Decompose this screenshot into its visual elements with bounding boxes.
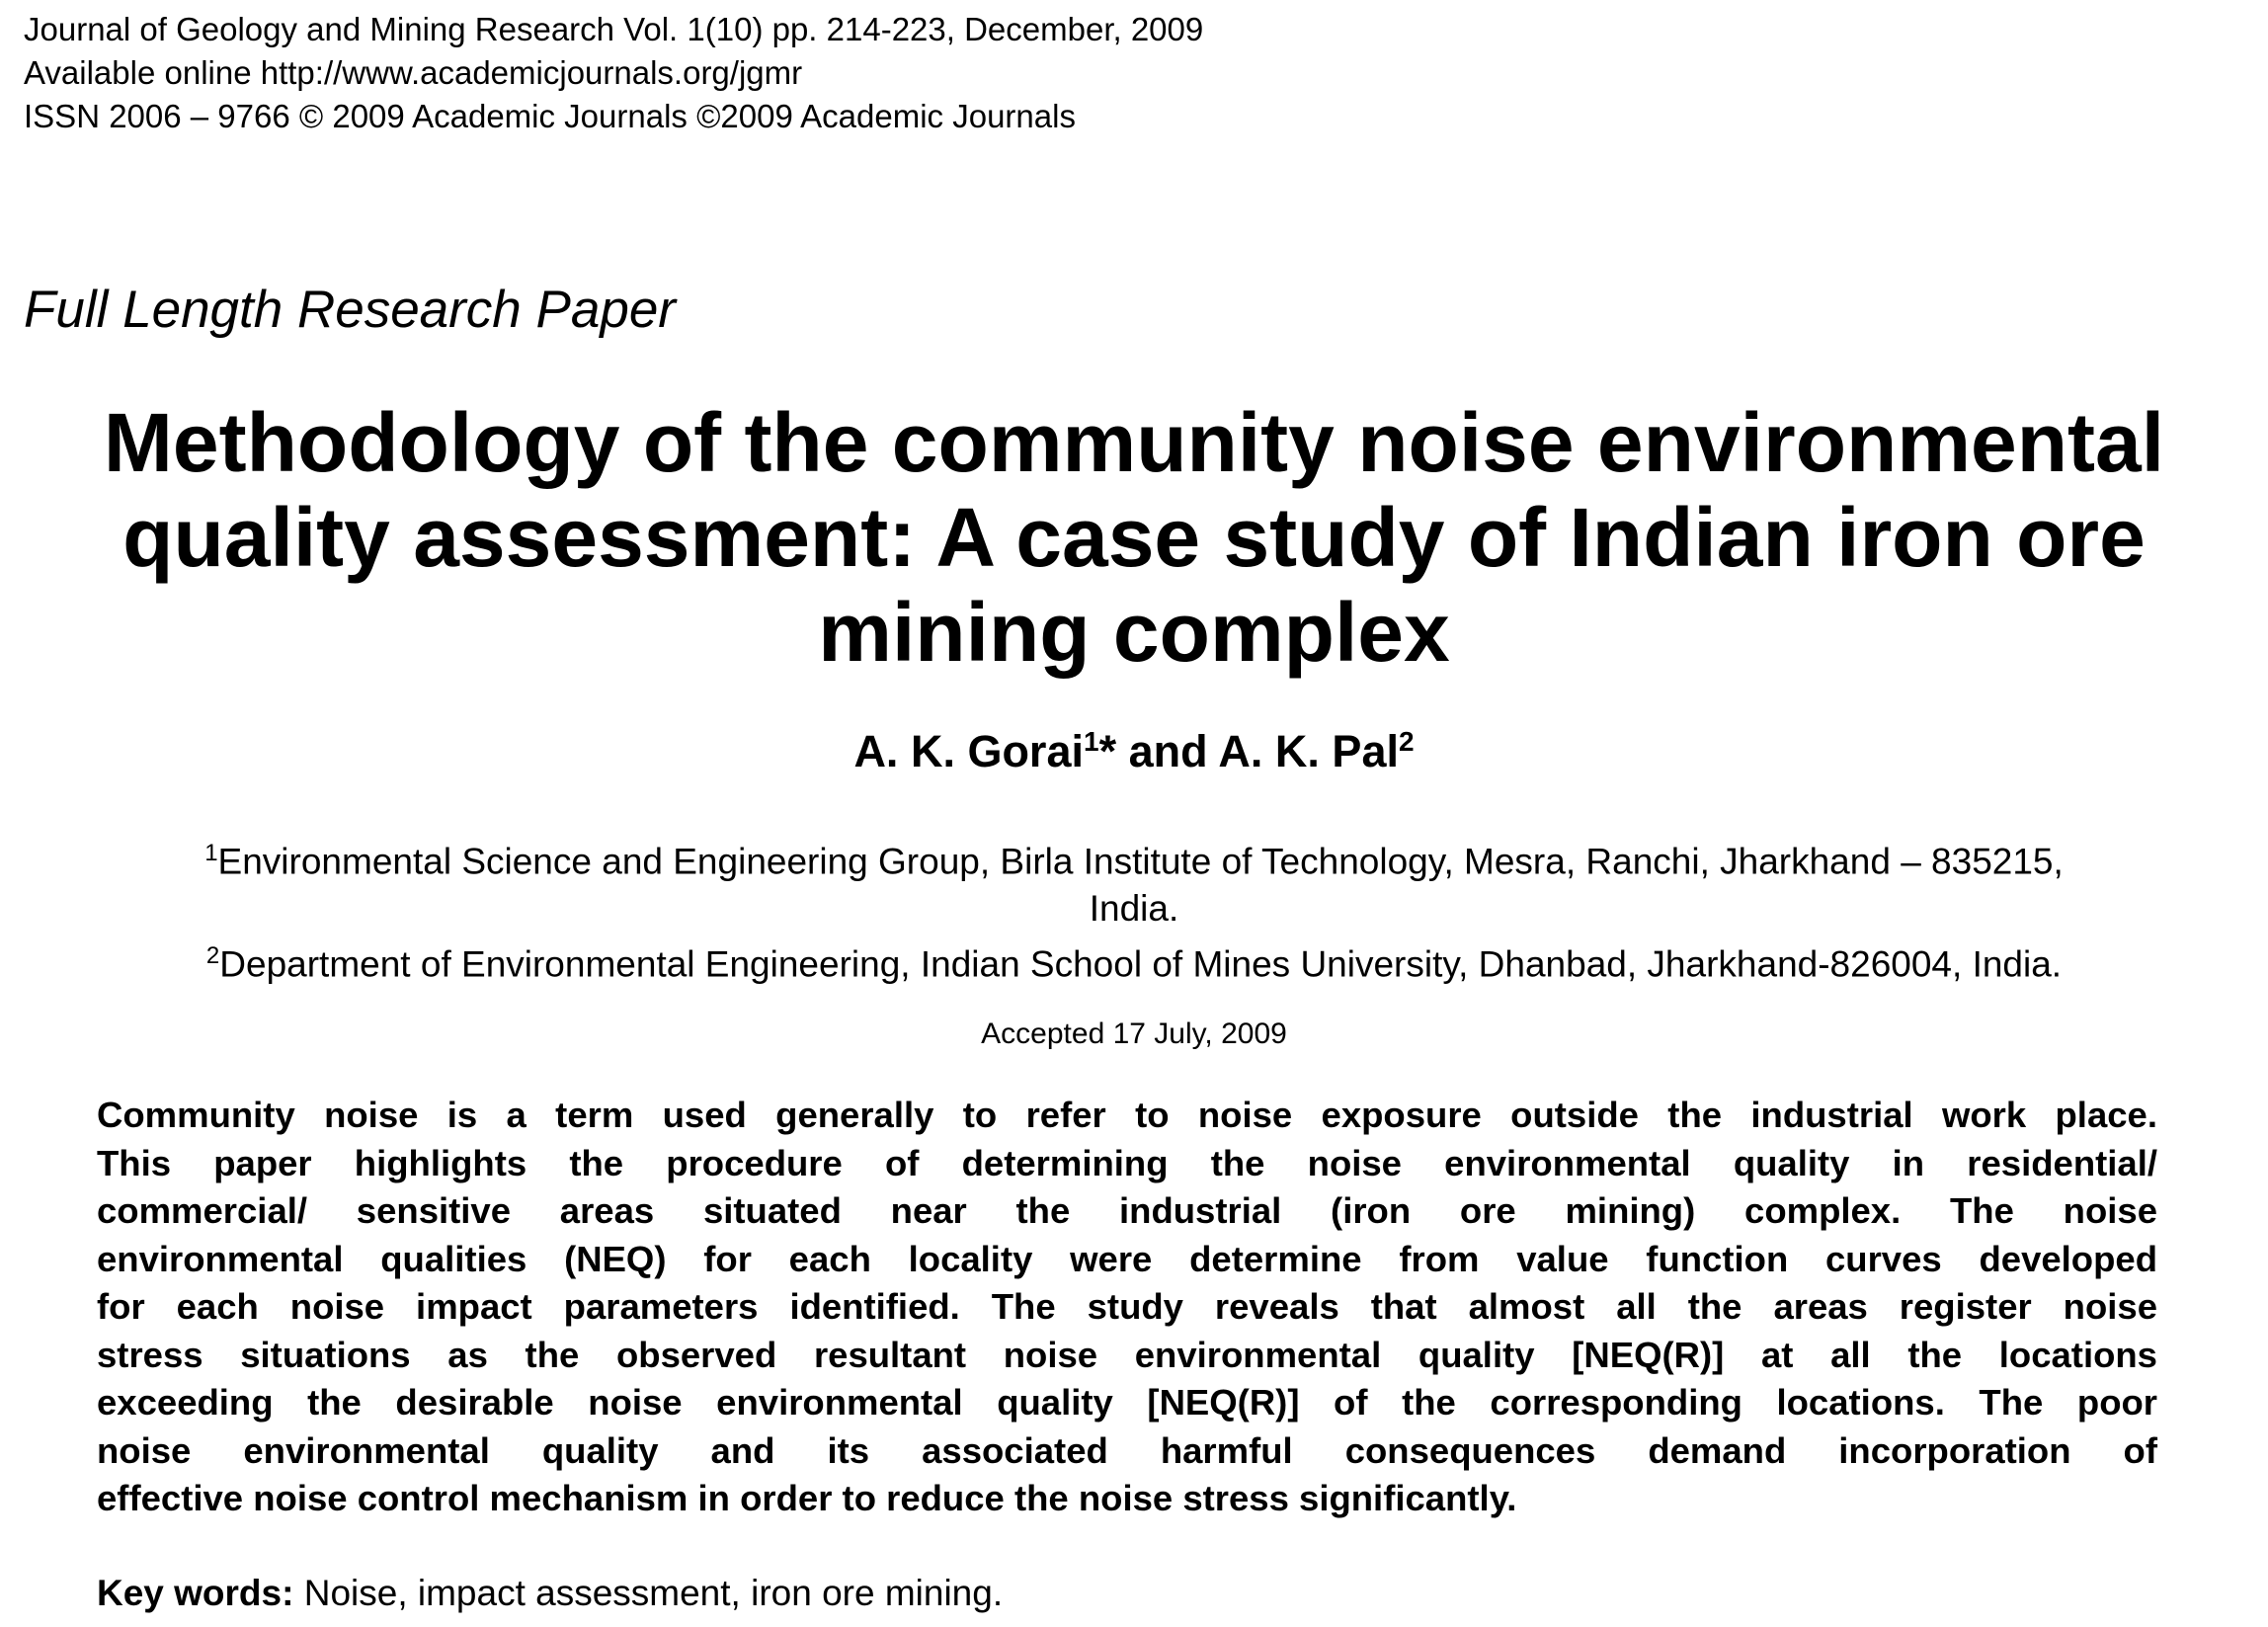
abstract-line: commercial/ sensitive areas situated near the industrial (iron ore mining) complex. The noise — [97, 1190, 2157, 1231]
affiliation-text: Department of Environmental Engineering, Indian School of Mines University, Dhanbad, Jharkhand-826004, India. — [219, 943, 2063, 985]
author-name: A. K. Pal — [1218, 726, 1399, 776]
title-line: mining complex — [818, 586, 1450, 679]
author-conjunction: and — [1116, 726, 1219, 776]
journal-url: Available online http://www.academicjournals.org/jgmr — [24, 54, 803, 91]
accepted-date: Accepted 17 July, 2009 — [981, 1017, 1287, 1050]
abstract-line: Community noise is a term used generally to refer to noise exposure outside the industrial work place. — [97, 1095, 2157, 1135]
journal-issn: ISSN 2006 – 9766 © 2009 Academic Journals ©2009 Academic Journals — [24, 98, 1076, 134]
affiliation-text: India. — [1089, 888, 1179, 930]
affiliation-text: Environmental Science and Engineering Group, Birla Institute of Technology, Mesra, Ranchi, Jharkhand – 835215, — [217, 841, 2064, 882]
affiliation-line — [0, 830, 2268, 885]
affiliation-line — [0, 885, 2268, 933]
journal-citation: Journal of Geology and Mining Research Vol. 1(10) pp. 214-223, December, 2009 — [24, 11, 1204, 47]
author-name: A. K. Gorai — [853, 726, 1084, 776]
affiliation-number: 2 — [205, 942, 220, 970]
title-line: Methodology of the community noise environmental — [103, 396, 2165, 489]
abstract-line: noise environmental quality and its associated harmful consequences demand incorporation of — [97, 1429, 2157, 1471]
keywords-label: Key words: — [97, 1573, 294, 1613]
abstract-line: environmental qualities (NEQ) for each locality were determine from value function curves developed — [97, 1238, 2157, 1279]
abstract-line: stress situations as the observed resultant noise environmental quality [NEQ(R)] at all the locations — [97, 1334, 2157, 1375]
journal-header — [24, 8, 1203, 138]
abstract-line: This paper highlights the procedure of determining the noise environmental quality in residential/ — [97, 1142, 2157, 1183]
paper-type: Full Length Research Paper — [24, 281, 676, 339]
paper-title — [0, 395, 2268, 680]
title-line: quality assessment: A case study of Indian iron ore — [122, 491, 2146, 584]
keywords-text: Noise, impact assessment, iron ore mining. — [293, 1573, 1004, 1613]
affiliation-marker: 1 — [1083, 726, 1099, 757]
keywords — [97, 1573, 1003, 1614]
corresponding-author-mark: * — [1098, 726, 1117, 776]
affiliation-marker: 2 — [1398, 726, 1415, 757]
affiliations — [0, 830, 2268, 989]
abstract-line: for each noise impact parameters identified. The study reveals that almost all the areas register noise — [97, 1286, 2157, 1327]
affiliation-line — [0, 933, 2268, 988]
affiliation-number: 1 — [204, 840, 218, 866]
author-list — [0, 726, 2268, 777]
abstract-line: exceeding the desirable noise environmental quality [NEQ(R)] of the corresponding locations. The poor — [97, 1382, 2157, 1423]
abstract-line: effective noise control mechanism in order to reduce the noise stress significantly. — [97, 1478, 1517, 1518]
abstract — [97, 1092, 2157, 1523]
